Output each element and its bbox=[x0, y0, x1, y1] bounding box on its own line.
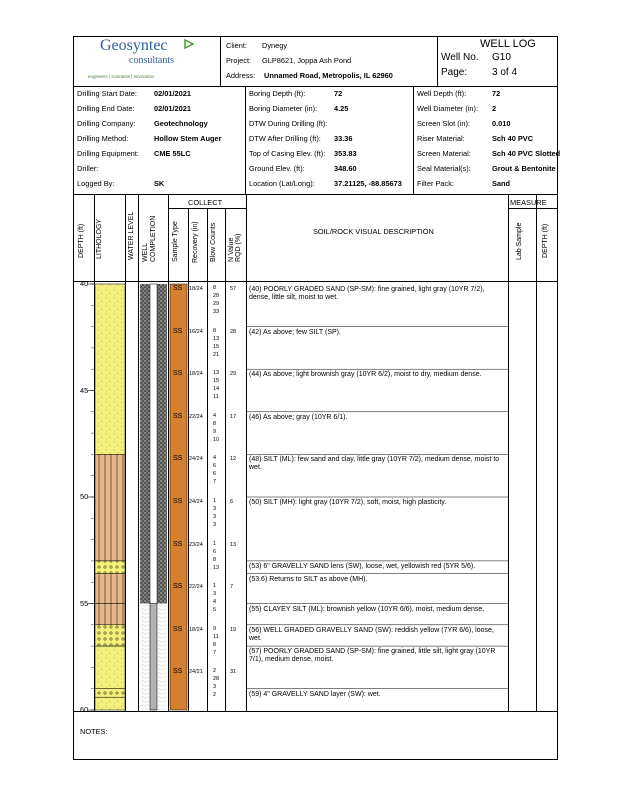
blow-count: 10 bbox=[213, 436, 220, 443]
n-value: 19 bbox=[230, 626, 237, 633]
info-label: Drilling Start Date: bbox=[77, 89, 137, 98]
soil-description: (44) As above; light brownish gray (10YR 6/2), moist to dry, medium dense. bbox=[249, 371, 482, 379]
n-value: 29 bbox=[230, 371, 237, 378]
sample-type: SS bbox=[173, 668, 183, 676]
blow-count: 28 bbox=[213, 676, 220, 683]
nvalue-header: N Value RQD (%) bbox=[228, 233, 242, 262]
n-value: 12 bbox=[230, 456, 237, 463]
blow-count: 4 bbox=[213, 599, 217, 606]
riser-pipe bbox=[150, 284, 157, 604]
n-value: 6 bbox=[230, 499, 234, 505]
sample-recovery: 22/24 bbox=[189, 584, 203, 591]
info-value: 4.25 bbox=[334, 104, 349, 113]
description-header: SOIL/ROCK VISUAL DESCRIPTION bbox=[313, 227, 434, 236]
n-value: 31 bbox=[230, 669, 237, 676]
sample-type: SS bbox=[173, 498, 183, 505]
info-value: 72 bbox=[334, 89, 343, 98]
info-label: Seal Material(s): bbox=[417, 164, 471, 173]
blow-count: 9 bbox=[213, 625, 217, 632]
info-value: 37.21125, -88.85673 bbox=[334, 179, 402, 188]
notes-label: NOTES: bbox=[80, 727, 108, 736]
sample-type: SS bbox=[173, 625, 183, 633]
address-value: Unnamed Road, Metropolis, IL 62960 bbox=[264, 71, 393, 80]
lithology-layer bbox=[95, 646, 125, 689]
blow-count: 29 bbox=[213, 301, 220, 307]
info-value: 2 bbox=[492, 104, 497, 113]
info-value: 02/01/2021 bbox=[154, 89, 191, 98]
lithology-layer bbox=[95, 604, 125, 625]
blow-count: 6 bbox=[213, 471, 217, 478]
sample-type: SS bbox=[173, 540, 183, 548]
blow-count: 14 bbox=[213, 386, 220, 393]
sample-recovery: 16/24 bbox=[189, 328, 203, 335]
sample-type: SS bbox=[173, 583, 183, 591]
blow-count: 2 bbox=[213, 692, 217, 699]
blow-count: 8 bbox=[213, 556, 217, 563]
project-label: Project: bbox=[226, 56, 252, 65]
recovery-header: Recovery (in) bbox=[192, 221, 199, 263]
info-value: Grout & Bentonite bbox=[492, 164, 556, 173]
sample-recovery: 18/24 bbox=[189, 286, 203, 292]
info-label: Filter Pack: bbox=[417, 179, 454, 188]
soil-description: (42) As above; few SILT (SP). bbox=[249, 328, 341, 336]
info-value: Geotechnology bbox=[154, 119, 208, 128]
soil-description: (50) SILT (MH): light gray (10YR 7/2), soft, moist, high plasticity. bbox=[249, 499, 447, 506]
info-value: SK bbox=[154, 179, 165, 188]
blow-count: 9 bbox=[213, 428, 217, 435]
info-value: Sch 40 PVC Slotted bbox=[492, 149, 561, 158]
soil-description: (55) CLAYEY SILT (ML): brownish yellow (10YR 6/6), moist, medium dense. bbox=[249, 605, 485, 613]
soil-description: (57) POORLY GRADED SAND (SP-SM): fine grained, little silt, light gray (10YR 7/1), medium dense, moist. bbox=[249, 648, 496, 664]
info-label: Well Depth (ft): bbox=[417, 89, 467, 98]
info-label: Ground Elev. (ft): bbox=[249, 164, 305, 173]
blow-count: 3 bbox=[213, 506, 217, 512]
depth-tick-label: 50 bbox=[80, 492, 89, 501]
soil-description: (53.6) Returns to SILT as above (MH). bbox=[249, 575, 368, 583]
info-label: Drilling Company: bbox=[77, 119, 136, 128]
blow-count: 11 bbox=[213, 394, 219, 401]
blow-count: 4 bbox=[213, 455, 217, 462]
page-value: 3 of 4 bbox=[492, 67, 518, 78]
lithology-layer bbox=[95, 697, 125, 710]
sample-type: SS bbox=[173, 412, 183, 420]
info-value: 353.83 bbox=[334, 149, 357, 158]
blow-count: 28 bbox=[213, 293, 220, 299]
soil-description: (46) As above; gray (10YR 6/1). bbox=[249, 413, 348, 421]
soil-description: (48) SILT (ML): few sand and clay, little gray (10YR 7/2), medium dense, moist to wet. bbox=[249, 456, 500, 472]
blow-count: 8 bbox=[213, 641, 217, 648]
info-label: Screen Slot (in): bbox=[417, 119, 470, 128]
depth-right-header: DEPTH (ft) bbox=[542, 223, 549, 258]
lithology-layer bbox=[95, 561, 125, 574]
well-value: G10 bbox=[492, 52, 511, 63]
collect-header: COLLECT bbox=[188, 198, 223, 207]
lithology-layer bbox=[95, 574, 125, 604]
n-value: 7 bbox=[230, 584, 234, 591]
blow-count: 1 bbox=[213, 583, 217, 590]
sample-type-header: Sample Type bbox=[172, 221, 179, 262]
blow-count: 13 bbox=[213, 370, 220, 377]
sample-recovery: 24/24 bbox=[189, 499, 203, 505]
page-title: WELL LOG bbox=[480, 38, 536, 50]
blow-count: 3 bbox=[213, 514, 217, 520]
company-logo: Geosyntec bbox=[100, 37, 168, 54]
n-value: 13 bbox=[230, 541, 237, 548]
n-value: 57 bbox=[230, 286, 237, 292]
sample-type: SS bbox=[173, 370, 183, 378]
blow-count-header: Blow Counts bbox=[210, 222, 217, 262]
info-label: Drilling Equipment: bbox=[77, 149, 140, 158]
info-label: Location (Lat/Long): bbox=[249, 179, 315, 188]
info-label: Boring Diameter (in): bbox=[249, 104, 318, 113]
company-tagline: engineers | scientists | innovators bbox=[88, 74, 155, 79]
lithology-layer bbox=[95, 454, 125, 561]
blow-count: 6 bbox=[213, 463, 217, 470]
blow-count: 33 bbox=[213, 309, 220, 315]
n-value: 17 bbox=[230, 413, 237, 420]
page-label: Page: bbox=[441, 67, 468, 78]
info-value: Sch 40 PVC bbox=[492, 134, 534, 143]
info-label: Drilling Method: bbox=[77, 134, 129, 143]
info-value: Sand bbox=[492, 179, 511, 188]
company-logo-sub: consultants bbox=[129, 55, 174, 66]
soil-description: (53) 6" GRAVELLY SAND lens (SW), loose, wet, yellowish red (5YR 5/6). bbox=[249, 562, 476, 570]
blow-count: 5 bbox=[213, 607, 217, 614]
blow-count: 7 bbox=[213, 479, 217, 486]
grout-fill bbox=[157, 284, 167, 604]
info-label: Driller: bbox=[77, 164, 99, 173]
blow-count: 1 bbox=[213, 540, 217, 547]
info-label: Drilling End Date: bbox=[77, 104, 135, 113]
info-label: DTW During Drilling (ft): bbox=[249, 119, 328, 128]
depth-header: DEPTH (ft) bbox=[78, 223, 85, 258]
info-value: 02/01/2021 bbox=[154, 104, 191, 113]
sample-recovery: 24/24 bbox=[189, 456, 203, 463]
info-value: CME 55LC bbox=[154, 149, 191, 158]
info-label: Screen Material: bbox=[417, 149, 471, 158]
sample-recovery: 18/24 bbox=[189, 371, 203, 378]
info-value: 0.010 bbox=[492, 119, 511, 128]
depth-tick-label: 40 bbox=[80, 279, 89, 288]
info-label: Top of Casing Elev. (ft): bbox=[249, 149, 326, 158]
blow-count: 6 bbox=[213, 548, 217, 555]
info-label: DTW After Drilling (ft): bbox=[249, 134, 321, 143]
blow-count: 7 bbox=[213, 649, 217, 656]
info-value: 72 bbox=[492, 89, 501, 98]
address-label: Address: bbox=[226, 71, 256, 80]
blow-count: 8 bbox=[213, 285, 217, 291]
info-value: 33.36 bbox=[334, 134, 353, 143]
depth-tick-label: 55 bbox=[80, 598, 89, 608]
lithology-layer bbox=[95, 284, 125, 454]
blow-count: 2 bbox=[213, 668, 217, 675]
lithology-header: LITHOLOGY bbox=[96, 218, 103, 259]
lab-sample-header: Lab Sample bbox=[516, 222, 523, 260]
sample-type: SS bbox=[173, 327, 183, 335]
blow-count: 13 bbox=[213, 335, 220, 342]
soil-description: (56) WELL GRADED GRAVELLY SAND (SW): reddish yellow (7YR 6/6), loose, wet. bbox=[249, 626, 494, 642]
info-label: Well Diameter (in): bbox=[417, 104, 479, 113]
info-value: Hollow Stem Auger bbox=[154, 134, 222, 143]
recovery-bar bbox=[170, 284, 187, 710]
blow-count: 3 bbox=[213, 591, 217, 598]
blow-count: 3 bbox=[213, 684, 217, 691]
water-level-header: WATER LEVEL bbox=[128, 211, 135, 260]
blow-count: 15 bbox=[213, 378, 220, 385]
sample-recovery: 22/24 bbox=[189, 413, 203, 420]
soil-description: (59) 4" GRAVELLY SAND layer (SW): wet. bbox=[249, 690, 381, 698]
client-label: Client: bbox=[226, 41, 247, 50]
info-label: Riser Material: bbox=[417, 134, 465, 143]
blow-count: 11 bbox=[213, 633, 219, 640]
sample-type: SS bbox=[173, 455, 183, 463]
n-value: 28 bbox=[230, 328, 237, 335]
blow-count: 4 bbox=[213, 412, 217, 419]
measure-header: MEASURE bbox=[510, 198, 547, 207]
lithology-layer bbox=[95, 625, 125, 646]
lithology-layer bbox=[95, 689, 125, 698]
soil-description: (40) POORLY GRADED SAND (SP-SM): fine grained, light gray (10YR 7/2), dense, little silt, moist to wet. bbox=[249, 286, 485, 301]
blow-count: 3 bbox=[213, 522, 217, 528]
depth-tick-label: 45 bbox=[80, 385, 89, 395]
blow-count: 8 bbox=[213, 420, 217, 427]
client-value: Dynegy bbox=[262, 41, 288, 50]
well-label: Well No. bbox=[441, 52, 479, 63]
info-label: Logged By: bbox=[77, 179, 115, 188]
blow-count: 8 bbox=[213, 327, 217, 334]
depth-tick-label: 60 bbox=[80, 705, 89, 714]
info-value: 348.60 bbox=[334, 164, 357, 173]
grout-fill bbox=[140, 284, 150, 604]
blow-count: 21 bbox=[213, 351, 220, 358]
well-screen bbox=[150, 604, 157, 711]
info-label: Boring Depth (ft): bbox=[249, 89, 306, 98]
sample-type: SS bbox=[173, 285, 183, 292]
sample-recovery: 24/21 bbox=[189, 669, 203, 676]
project-value: GLP8621, Joppa Ash Pond bbox=[262, 56, 352, 65]
sample-recovery: 18/24 bbox=[189, 626, 203, 633]
sample-recovery: 23/24 bbox=[189, 541, 203, 548]
well-completion-header: WELL COMPLETION bbox=[142, 215, 157, 262]
blow-count: 15 bbox=[213, 343, 220, 350]
blow-count: 1 bbox=[213, 498, 217, 504]
blow-count: 13 bbox=[213, 564, 220, 571]
